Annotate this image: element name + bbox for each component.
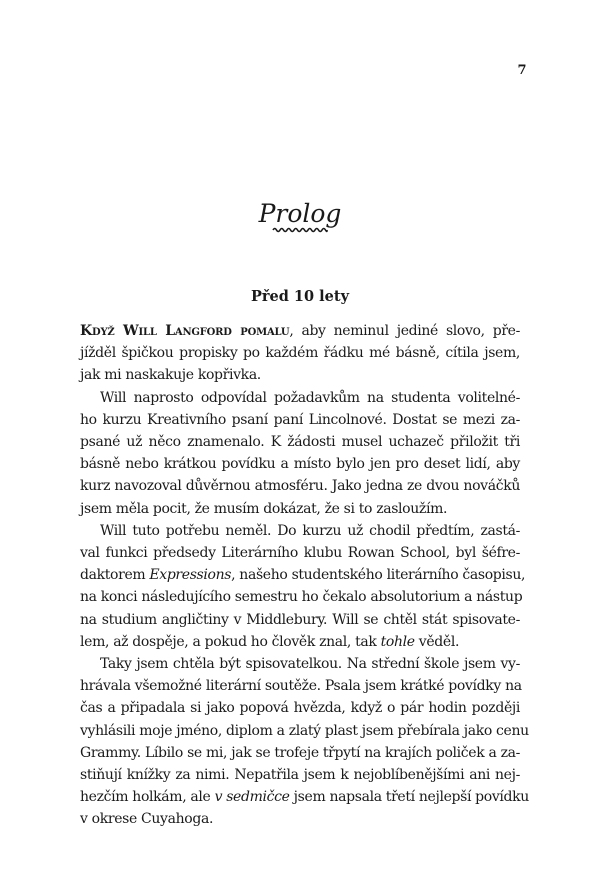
- text-line: ho kurzu Kreativního psaní paní Lincolnové. Dostat se mezi za-: [80, 411, 520, 428]
- text-line: hrávala všemožné literární soutěže. Psala jsem krátké povídky na: [80, 678, 522, 695]
- text-segment: daktorem: [80, 567, 150, 584]
- italic-title: Expressions: [149, 567, 232, 584]
- text-line: vyhlásili moje jméno, diplom a zlatý plast jsem přebírala jako cenu: [80, 722, 529, 739]
- text-line: [80, 320, 520, 342]
- text-line: na studium angličtiny v Middlebury. Will se chtěl stát spisovate-: [80, 611, 520, 628]
- text-line-rest: , aby neminul jediné slovo, pře-: [289, 323, 520, 339]
- text-segment: hezčím holkám, ale: [80, 789, 215, 806]
- text-segment: jsem napsala třetí nejlepší povídku: [289, 789, 529, 806]
- text-segment: lem, až dospěje, a pokud ho člověk znal, tak: [80, 633, 381, 650]
- text-line: básně nebo krátkou povídku a místo bylo jen pro deset lidí, aby: [80, 456, 520, 473]
- text-line: Will tuto potřebu neměl. Do kurzu už chodil předtím, zastá-: [100, 522, 520, 539]
- text-segment: věděl.: [414, 633, 460, 650]
- text-line: jížděl špičkou propisky po každém řádku mé básně, cítila jsem,: [80, 345, 520, 362]
- ornament-wave: [273, 229, 327, 232]
- chapter-subtitle: Před 10 lety: [250, 288, 350, 305]
- text-line: psané už něco znamenalo. K žádosti musel uchazeč přiložit tři: [80, 434, 520, 451]
- text-line: [80, 786, 529, 808]
- chapter-title: Prolog: [258, 199, 342, 228]
- text-line: Taky jsem chtěla být spisovatelkou. Na střední škole jsem vy-: [100, 656, 520, 673]
- body-text: [80, 320, 529, 831]
- text-line: Grammy. Líbilo se mi, jak se trofeje třpytí na krajích poliček a za-: [80, 744, 520, 761]
- text-segment: , našeho studentského literárního časopisu,: [231, 567, 526, 584]
- page-number: 7: [517, 63, 527, 78]
- text-line: na konci následujícího semestru ho čekalo absolutorium a nástup: [80, 589, 523, 606]
- text-line: kurz navozoval důvěrnou atmosféru. Jako jedna ze dvou nováčků: [80, 478, 520, 495]
- italic-emphasis: v sedmičce: [214, 789, 290, 806]
- text-line: val funkci předsedy Literárního klubu Rowan School, byl šéfre-: [80, 545, 520, 562]
- text-line: [80, 564, 526, 586]
- text-line: čas a připadala si jako popová hvězda, když o pár hodin později: [80, 700, 520, 717]
- text-line: Will naprosto odpovídal požadavkům na studenta volitelné-: [100, 389, 520, 406]
- text-line: jak mi naskakuje kopřivka.: [80, 367, 261, 384]
- text-line: stiňují knížky za nimi. Nepatřila jsem k nejoblíbenějšími ani nej-: [80, 767, 520, 784]
- ornament-divider: [272, 226, 328, 234]
- text-line: [80, 631, 520, 653]
- text-line: v okrese Cuyahoga.: [80, 811, 214, 828]
- text-line: jsem měla pocit, že musím dokázat, že si to zasloužím.: [80, 500, 448, 517]
- italic-emphasis: tohle: [380, 633, 415, 650]
- opening-smallcaps: Když Will Langford pomalu: [80, 323, 290, 339]
